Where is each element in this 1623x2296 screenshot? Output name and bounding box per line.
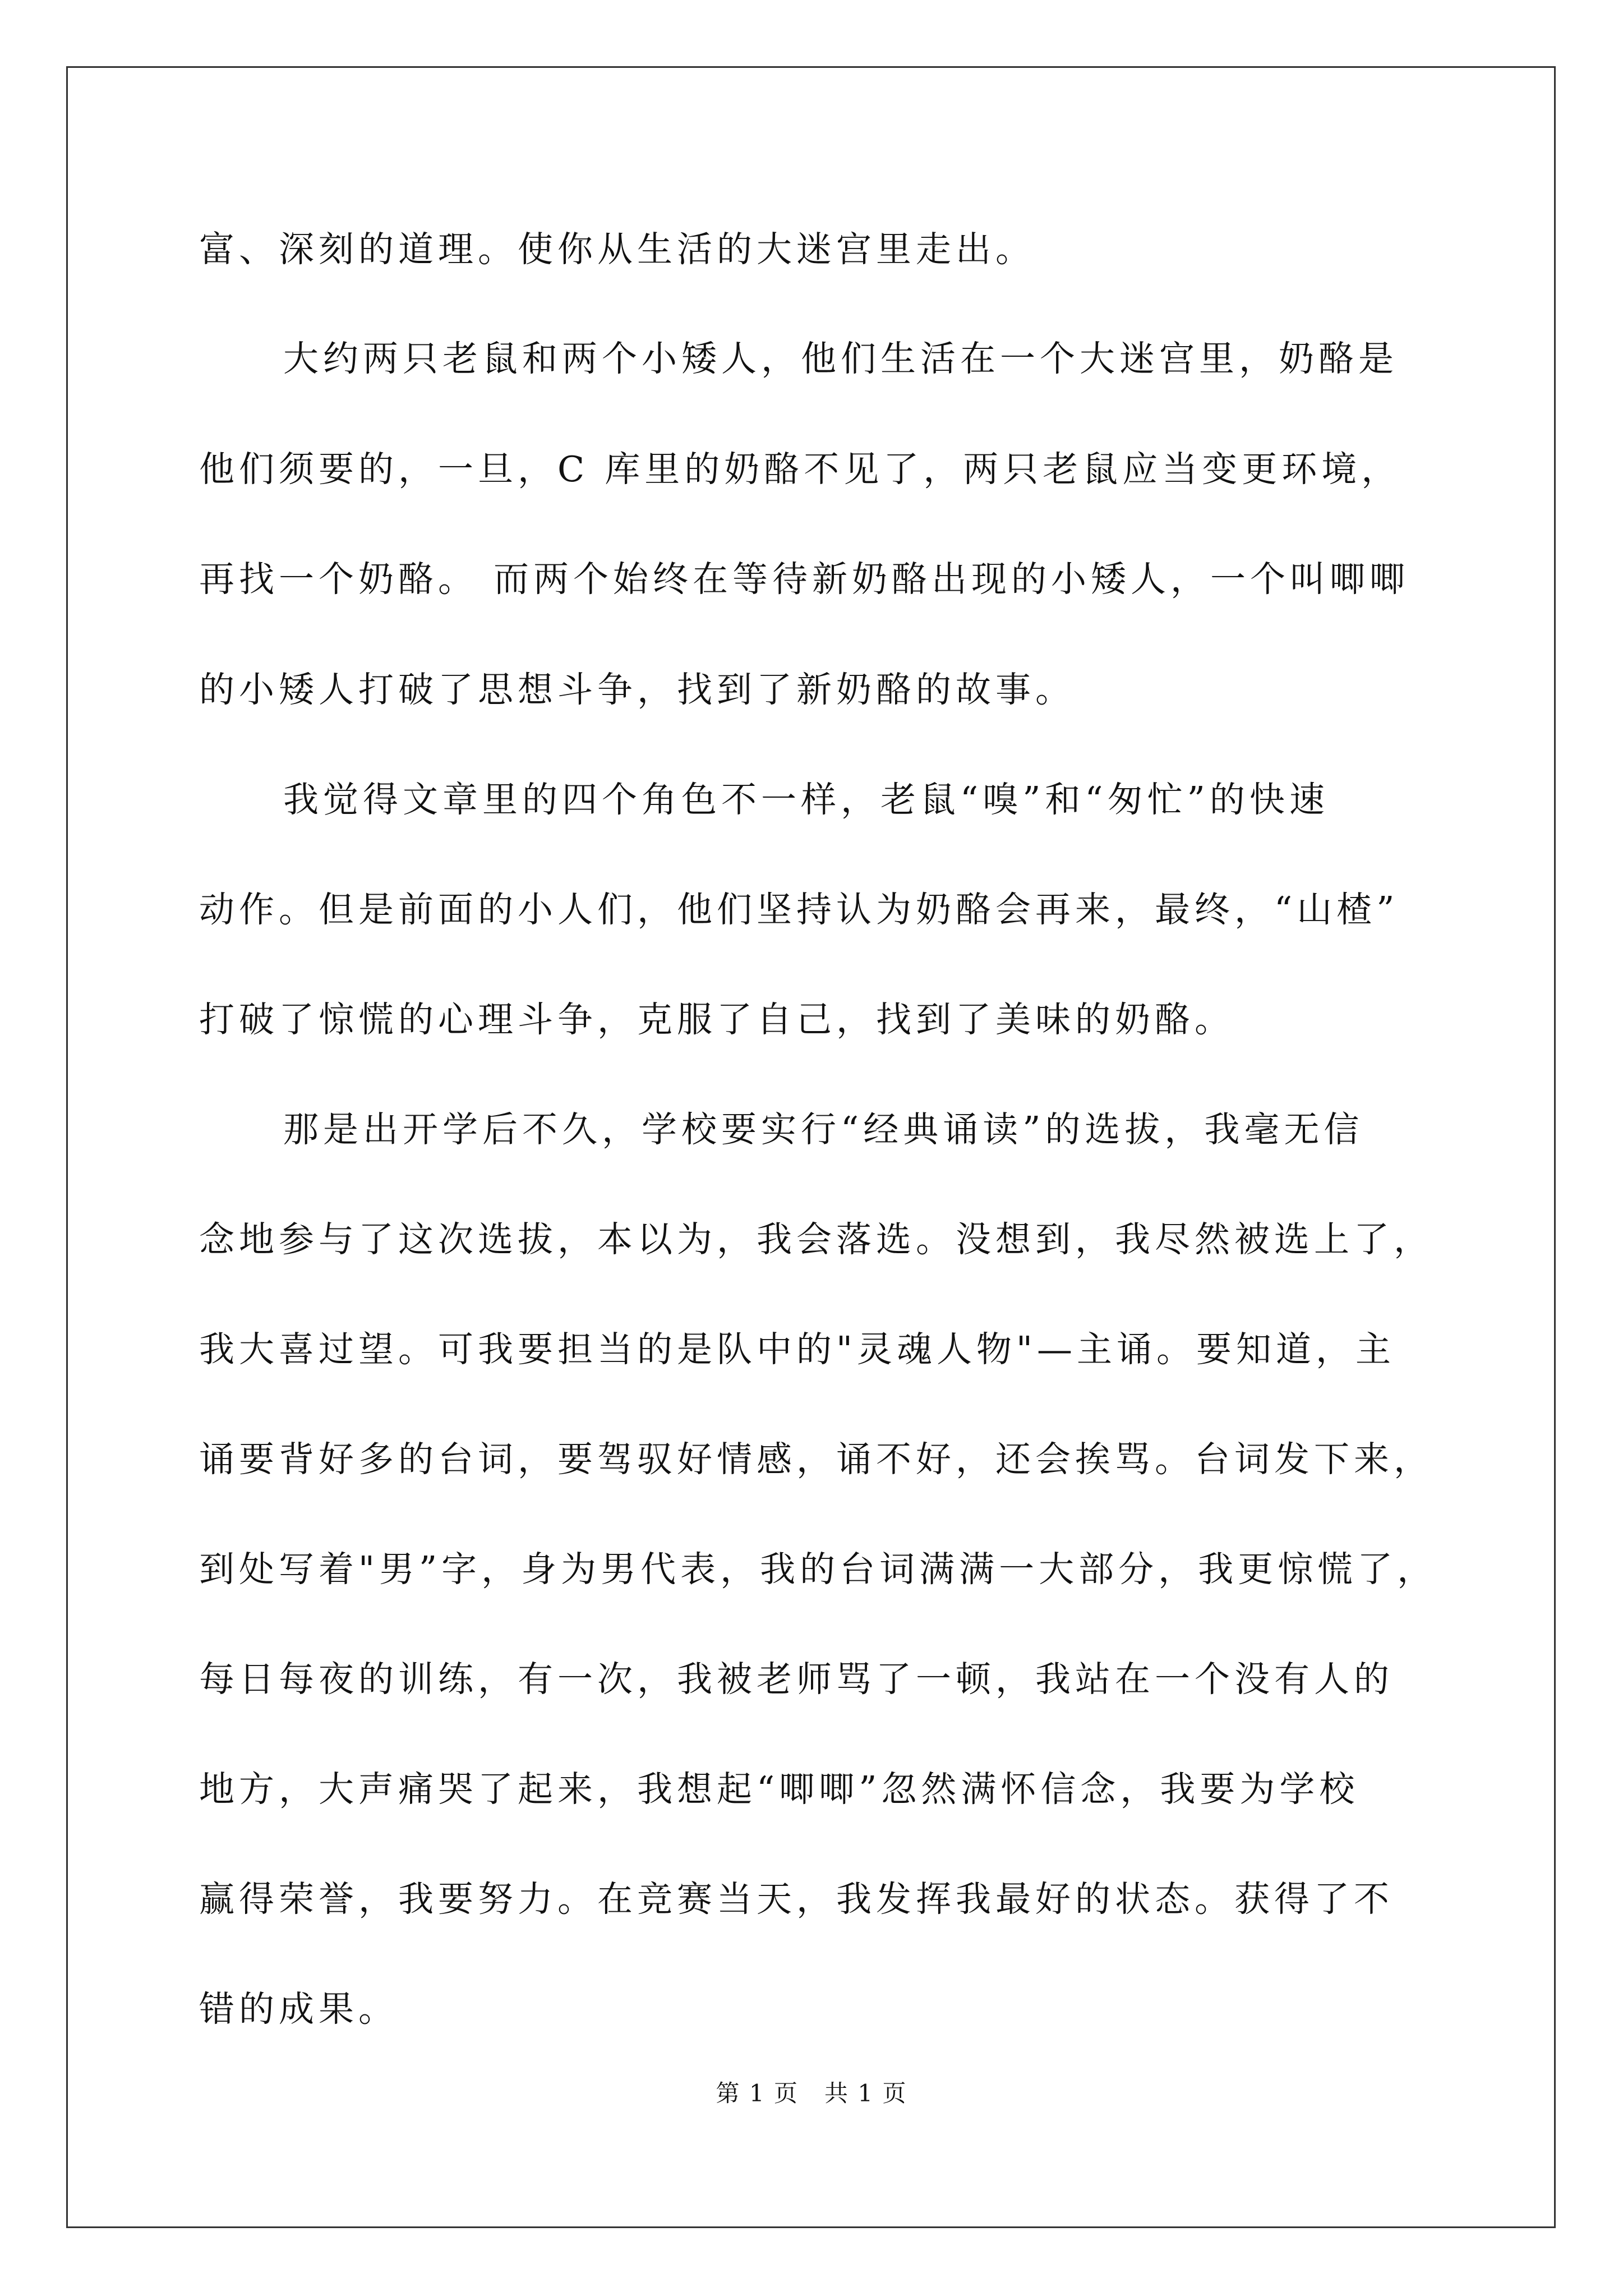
text-line: 诵要背好多的台词，要驾驭好情感，诵不好，还会挨骂。台词发下来， [199,1439,1433,1480]
text-line: 的小矮人打破了思想斗争，找到了新奶酪的故事。 [199,669,1075,710]
text-line: 赢得荣誉，我要努力。在竞赛当天，我发挥我最好的状态。获得了不 [199,1879,1394,1920]
text-line: 我大喜过望。可我要担当的是队中的"灵魂人物"—主诵。要知道，主 [199,1329,1395,1370]
text-line: 动作。但是前面的小人们，他们坚持认为奶酪会再来，最终，“山楂” [199,889,1399,930]
paragraph-first-line: 我觉得文章里的四个角色不一样，老鼠“嗅”和“匆忙”的快速 [283,779,1329,820]
page-number-footer: 第 1 页 共 1 页 [716,2079,907,2107]
text-line: 再找一个奶酪。 而两个始终在等待新奶酪出现的小矮人，一个叫唧唧 [199,559,1410,600]
text-line: 错的成果。 [199,1989,398,2030]
paragraph-first-line: 大约两只老鼠和两个小矮人，他们生活在一个大迷宫里，奶酪是 [283,338,1398,379]
text-line: 富、深刻的道理。使你从生活的大迷宫里走出。 [199,229,1035,270]
text-line: 打破了惊慌的心理斗争，克服了自己，找到了美味的奶酪。 [199,999,1234,1040]
paragraph-first-line: 那是出开学后不久，学校要实行“经典诵读”的选拔，我毫无信 [283,1109,1364,1150]
text-line: 他们须要的，一旦，C 库里的奶酪不见了，两只老鼠应当变更环境， [199,449,1401,490]
text-line: 念地参与了这次选拔，本以为，我会落选。没想到，我尽然被选上了， [199,1219,1433,1260]
text-line: 每日每夜的训练，有一次，我被老师骂了一顿，我站在一个没有人的 [199,1659,1394,1700]
text-line: 地方，大声痛哭了起来，我想起“唧唧”忽然满怀信念，我要为学校 [199,1769,1359,1810]
text-line: 到处写着"男”字，身为男代表，我的台词满满一大部分，我更惊慌了， [199,1549,1437,1590]
